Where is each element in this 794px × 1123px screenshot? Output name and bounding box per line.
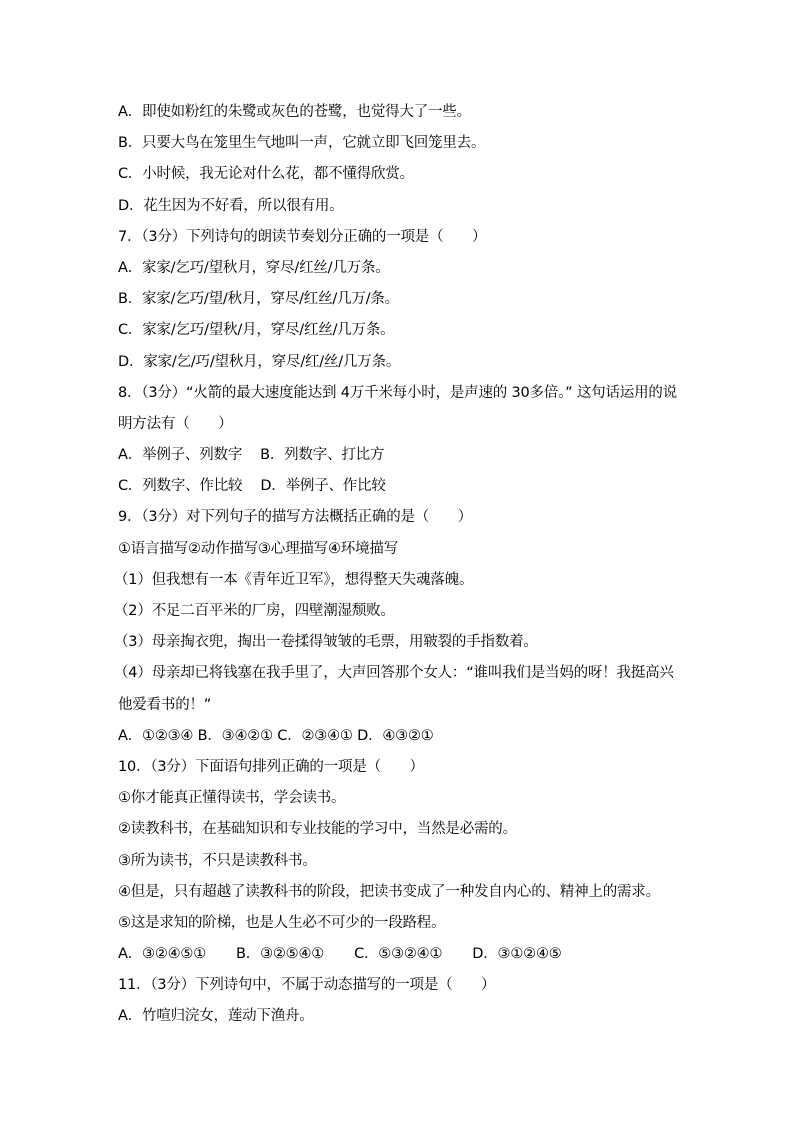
q6-option-d: D．花生因为不好看，所以很有用。 <box>118 197 344 214</box>
q9-sentence-4-line2: 他爱看书的！” <box>118 696 212 713</box>
q10-option-d: D．③①②④⑤ <box>472 946 562 963</box>
q11-option-a: A．竹喧归浣女，莲动下渔舟。 <box>118 1008 314 1025</box>
q6-option-c: C．小时候，我无论对什么花，都不懂得欣赏。 <box>118 166 414 183</box>
q8-option-d: D．举例子、作比较 <box>260 478 386 495</box>
q9-sentence-3: （3）母亲掏衣兜，掏出一卷揉得皱皱的毛票，用皲裂的手指数着。 <box>114 634 538 651</box>
q7-option-b: B．家家/乞巧/望/秋月，穿尽/红丝/几万/条。 <box>118 291 399 308</box>
q7-option-d: D．家家/乞/巧/望秋月，穿尽/红/丝/几万条。 <box>118 353 401 370</box>
q9-options: A．①②③④ B．③④②① C．②③④① D．④③②① <box>118 727 434 744</box>
q10-sentence-2: ②读教科书，在基础知识和专业技能的学习中，当然是必需的。 <box>118 821 517 838</box>
q10-sentence-3: ③所为读书，不只是读教科书。 <box>118 852 317 869</box>
q9-sentence-1: （1）但我想有一本《青年近卫军》，想得整天失魂落魄。 <box>114 571 474 588</box>
q11-stem: 11．（3分）下列诗句中，不属于动态描写的一项是（ ） <box>118 977 496 994</box>
q10-option-a: A．③②④⑤① <box>118 946 207 963</box>
q10-sentence-4: ④但是，只有超越了读教科书的阶段，把读书变成了一种发自内心的、精神上的需求。 <box>118 883 660 900</box>
q9-sentence-4-line1: （4）母亲却已将钱塞在我手里了，大声回答那个女人：“谁叫我们是当妈的呀！我挺高兴 <box>114 665 674 682</box>
q10-option-c: C．⑤③②④① <box>354 946 443 963</box>
q7-option-a: A．家家/乞巧/望秋月，穿尽/红丝/几万条。 <box>118 259 390 276</box>
q7-option-c: C．家家/乞巧/望秋/月，穿尽/红丝/几万条。 <box>118 322 395 339</box>
q10-option-b: B．③②⑤④① <box>236 946 325 963</box>
q8-options-row2 <box>118 474 678 505</box>
q10-sentence-1: ①你才能真正懂得读书，学会读书。 <box>118 790 346 807</box>
q10-stem: 10．（3分）下面语句排列正确的一项是（ ） <box>118 758 424 775</box>
q10-sentence-5: ⑤这是求知的阶梯，也是人生必不可少的一段路程。 <box>118 914 446 931</box>
q8-options-row1 <box>118 443 678 474</box>
q10-options <box>118 942 678 973</box>
q8-option-a: A．举例子、列数字 <box>118 447 243 464</box>
q8-option-c: C．列数字、作比较 <box>118 478 243 495</box>
exam-page <box>114 100 678 1036</box>
q8-option-b: B．列数字、打比方 <box>260 447 385 464</box>
q9-methods: ①语言描写②动作描写③心理描写④环境描写 <box>118 540 398 557</box>
q8-stem-line1: 8．（3分）“火箭的最大速度能达到 4万千米每小时，是声速的 30多倍。” 这句话运用的说 <box>118 384 677 401</box>
q6-option-b: B．只要大鸟在笼里生气地叫一声，它就立即飞回笼里去。 <box>118 135 486 152</box>
q9-stem: 9．（3分）对下列句子的描写方法概括正确的是（ ） <box>118 509 472 526</box>
q8-stem-line2: 明方法有（ ） <box>118 415 233 432</box>
q7-stem: 7．（3分）下列诗句的朗读节奏划分正确的一项是（ ） <box>118 228 487 245</box>
q6-option-a: A．即使如粉红的朱鹭或灰色的苍鹭，也觉得大了一些。 <box>118 104 471 120</box>
q9-sentence-2: （2）不足二百平米的厂房，四壁潮湿颓败。 <box>114 603 395 619</box>
